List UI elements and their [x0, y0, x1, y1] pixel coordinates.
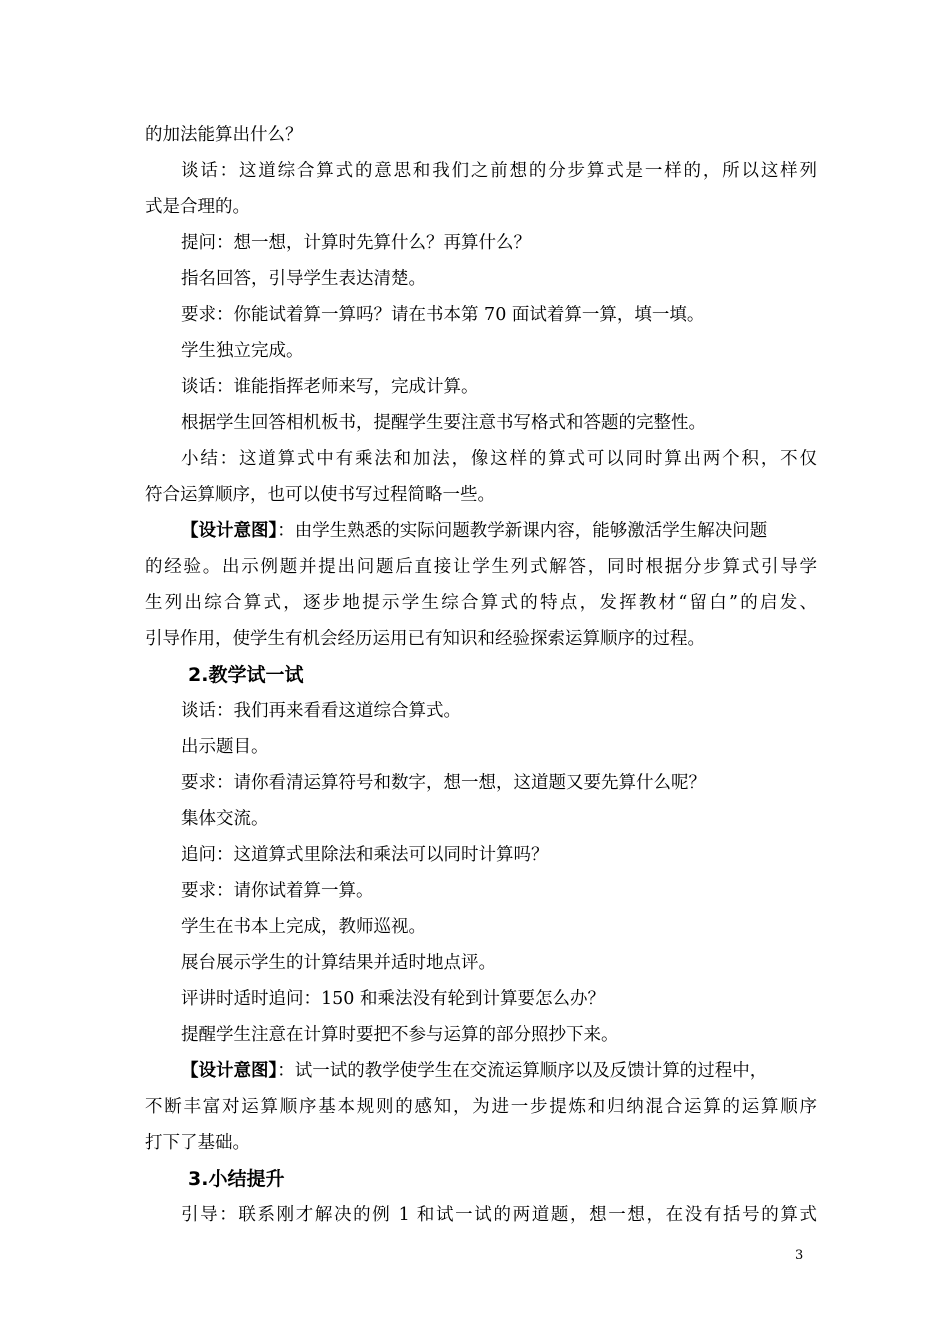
paragraph-line: 学生独立完成。 — [181, 341, 304, 361]
paragraph-line: 打下了基础。 — [145, 1133, 250, 1153]
paragraph-line: 谈话：我们再来看看这道综合算式。 — [181, 701, 461, 721]
paragraph-line: 生列出综合算式，逐步地提示学生综合算式的特点，发挥教材“留白”的启发、 — [145, 593, 817, 613]
paragraph-line: 要求：请你看清运算符号和数字，想一想，这道题又要先算什么呢？ — [181, 773, 706, 793]
paragraph-line: 追问：这道算式里除法和乘法可以同时计算吗？ — [181, 845, 549, 865]
paragraph-line: 的经验。出示例题并提出问题后直接让学生列式解答，同时根据分步算式引导学 — [145, 557, 817, 577]
design-intent-label: 【设计意图】 — [181, 521, 278, 541]
paragraph-line: 符合运算顺序，也可以使书写过程简略一些。 — [145, 485, 495, 505]
paragraph-line: 谈话：谁能指挥老师来写，完成计算。 — [181, 377, 479, 397]
paragraph-line: 要求：请你试着算一算。 — [181, 881, 374, 901]
paragraph-line: 谈话：这道综合算式的意思和我们之前想的分步算式是一样的，所以这样列 — [181, 161, 817, 181]
paragraph-line: 引导作用，使学生有机会经历运用已有知识和经验探索运算顺序的过程。 — [145, 629, 705, 649]
paragraph-line: 式是合理的。 — [145, 197, 250, 217]
paragraph-line: 不断丰富对运算顺序基本规则的感知，为进一步提炼和归纳混合运算的运算顺序 — [145, 1097, 817, 1117]
paragraph-line: 评讲时适时追问：150 和乘法没有轮到计算要怎么办？ — [181, 989, 605, 1009]
paragraph-line: 小结：这道算式中有乘法和加法，像这样的算式可以同时算出两个积，不仅 — [181, 449, 817, 469]
section-heading: 2.教学试一试 — [188, 664, 304, 686]
paragraph-line: 要求：你能试着算一算吗？请在书本第 70 面试着算一算，填一填。 — [181, 305, 705, 325]
paragraph-line: 集体交流。 — [181, 809, 269, 829]
paragraph-line: 提问：想一想，计算时先算什么？再算什么？ — [181, 233, 531, 253]
paragraph-line: 指名回答，引导学生表达清楚。 — [181, 269, 426, 289]
section-heading: 3.小结提升 — [188, 1168, 285, 1190]
paragraph-line: 展台展示学生的计算结果并适时地点评。 — [181, 953, 496, 973]
paragraph-line: 的加法能算出什么？ — [145, 125, 303, 145]
design-intent-label: 【设计意图】 — [181, 1061, 278, 1081]
paragraph-line: 学生在书本上完成，教师巡视。 — [181, 917, 426, 937]
paragraph-line: 提醒学生注意在计算时要把不参与运算的部分照抄下来。 — [181, 1025, 619, 1045]
page-number: 3 — [795, 1248, 804, 1263]
paragraph-line: 根据学生回答相机板书，提醒学生要注意书写格式和答题的完整性。 — [181, 413, 706, 433]
paragraph-line: 引导：联系刚才解决的例 1 和试一试的两道题，想一想，在没有括号的算式 — [181, 1205, 817, 1225]
paragraph-line: 出示题目。 — [181, 737, 269, 757]
design-intent-first-line: 【设计意图】：试一试的教学使学生在交流运算顺序以及反馈计算的过程中， — [181, 1061, 768, 1081]
design-intent-first-line: 【设计意图】：由学生熟悉的实际问题教学新课内容，能够激活学生解决问题 — [181, 521, 768, 541]
